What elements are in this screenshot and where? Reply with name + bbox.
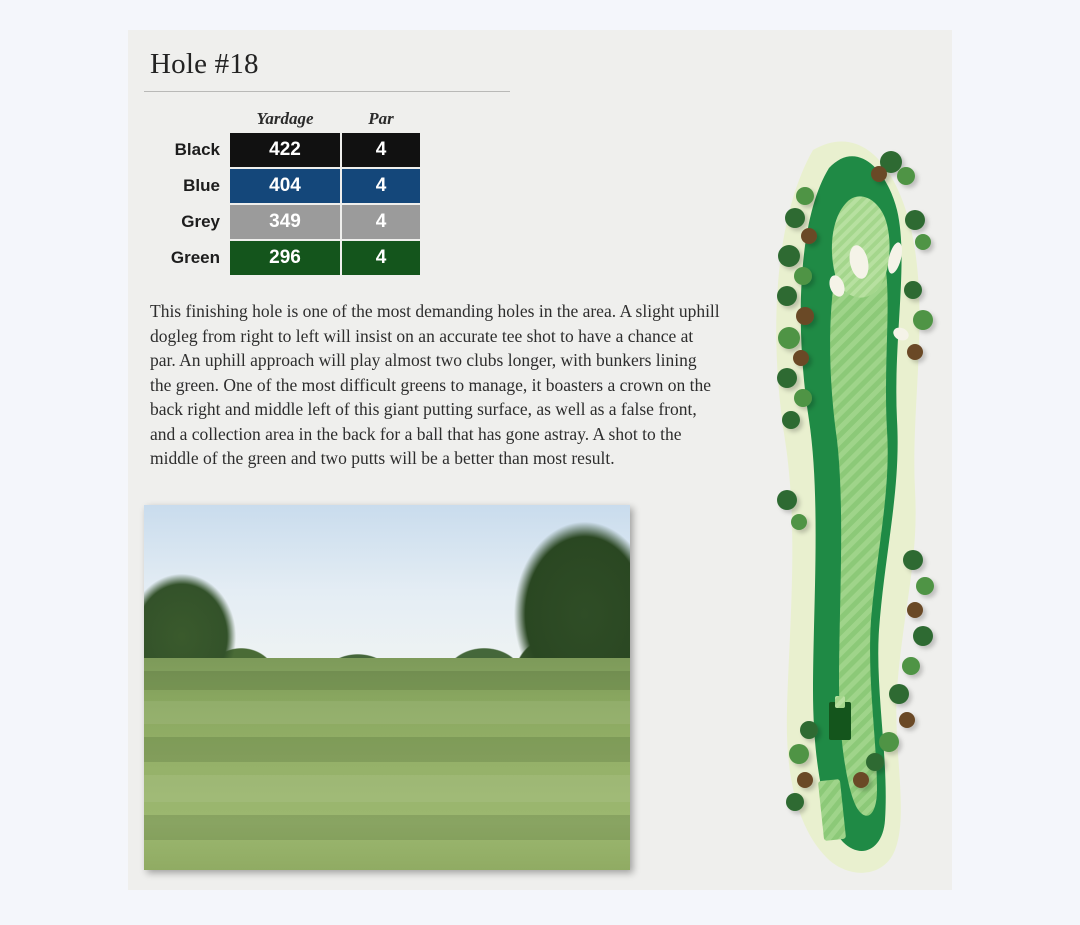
hole-map-svg: [743, 90, 943, 890]
scorecard-table: [148, 106, 422, 277]
par-black: 4: [342, 133, 420, 167]
photo-fairway: [144, 658, 630, 870]
column-header-par: Par: [368, 109, 394, 128]
table-row: [150, 169, 420, 203]
table-row: [150, 241, 420, 275]
map-tee-marker: [835, 696, 845, 708]
tee-label-blue: Blue: [183, 176, 220, 195]
column-header-yardage: Yardage: [256, 109, 314, 128]
hole-map: [743, 90, 943, 890]
table-row: [150, 205, 420, 239]
hole-photo-image: [144, 505, 630, 870]
yardage-black: 422: [230, 133, 340, 167]
hole-info-column: [144, 48, 734, 471]
yardage-grey: 349: [230, 205, 340, 239]
yardage-blue: 404: [230, 169, 340, 203]
hole-photo: [144, 505, 630, 870]
tee-label-green: Green: [170, 248, 220, 267]
table-header-row: [150, 108, 420, 131]
par-grey: 4: [342, 205, 420, 239]
yardage-green: 296: [230, 241, 340, 275]
tee-label-black: Black: [174, 140, 220, 159]
table-row: [150, 133, 420, 167]
page-title: Hole #18: [144, 48, 510, 92]
hole-description: This finishing hole is one of the most demanding holes in the area. A slight uphill dogleg from right to left will insist on an accurate tee shot to have a chance at par. An uphill approach will play almost two clubs longer, with bunkers lining the green. One of the most difficult greens to manage, it boasters a crown on the back right and middle left of this giant putting surface, as well as a false front, and a collection area in the back for a ball that has gone astray. A shot to the middle of the green and two putts will be a better than most result.: [150, 301, 720, 468]
par-blue: 4: [342, 169, 420, 203]
tee-label-grey: Grey: [181, 212, 220, 231]
column-header-tee: [150, 108, 228, 131]
par-green: 4: [342, 241, 420, 275]
hole-card: [128, 30, 952, 890]
